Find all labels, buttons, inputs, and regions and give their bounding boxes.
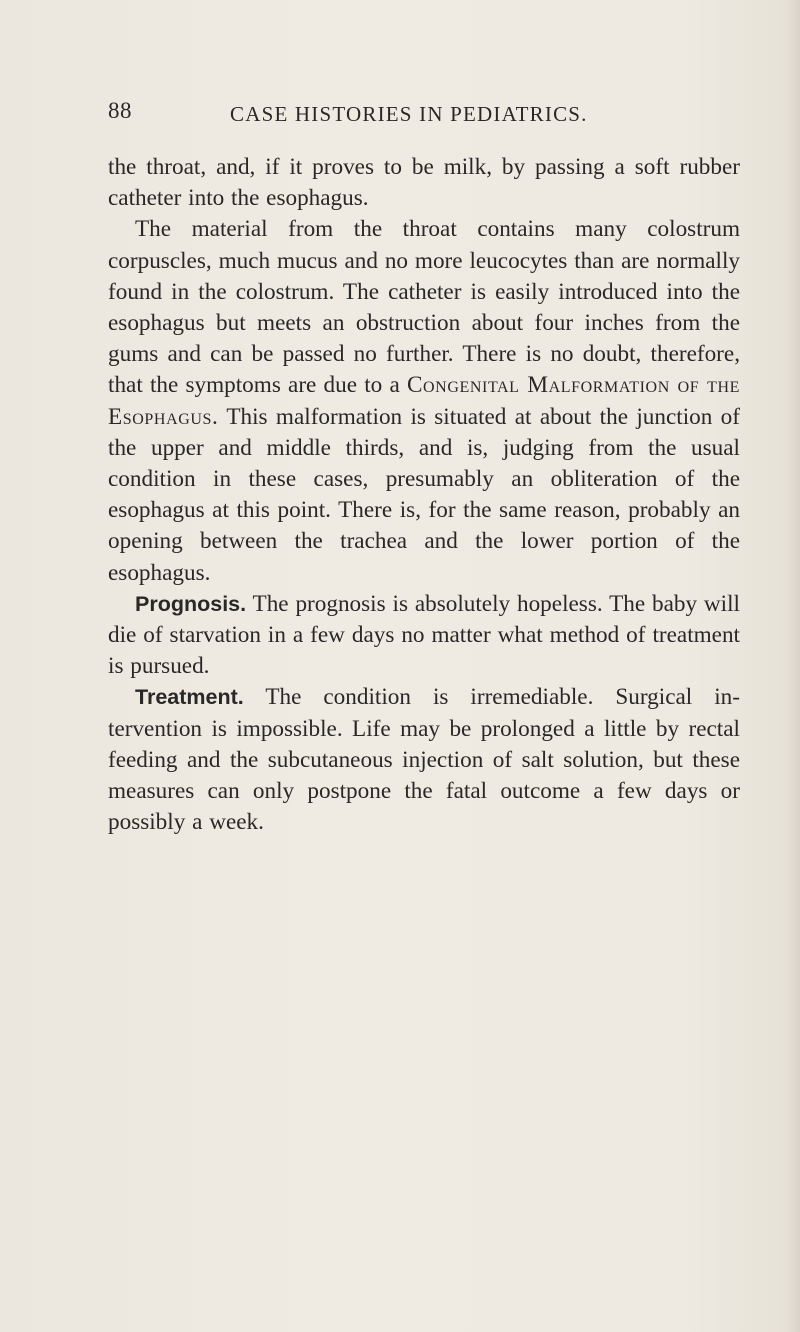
body-text: [108, 152, 740, 838]
running-head: [0, 98, 800, 132]
page-number: 88: [108, 98, 132, 123]
treatment-heading: Treatment.: [135, 685, 244, 710]
diagnosis-text: Congenital Malformation of the Esophagus.: [108, 372, 740, 430]
paragraph-continuation: the throat, and, if it proves to be milk, by passing a soft rubber catheter into the esophagus.: [108, 154, 740, 212]
paragraph-treatment: [108, 682, 740, 838]
findings-text-continued: This malformation is situated at about the junction of the upper and middle thirds, and is, judging from the usual condition in these cases, presumably an obliteration of the esophagus at this point. There is, for the same reason, probably an opening between the trachea and the lower portion of the esophagus.: [108, 403, 740, 586]
paragraph-prognosis: [108, 589, 740, 683]
page-edge-shadow: [786, 0, 800, 1332]
treatment-text: The condition is irremediable. Surgical in- tervention is impossible. Life may be prolonged a little by rectal feeding and the subcutaneous injection of salt solution, but these measures can only postpone the fatal outcome a few days or possibly a week.: [108, 684, 740, 836]
prognosis-heading: Prognosis.: [135, 591, 247, 616]
paragraph-findings: [108, 214, 740, 588]
findings-text: The material from the throat contains many colostrum corpuscles, much mucus and no more leucocytes than are normally found in the colostrum. The catheter is easily introduced into the esophagus but meets an obstruction about four inches from the gums and can be passed no further. There is no doubt, therefore, that the symptoms are due to a: [108, 216, 740, 399]
running-title: CASE HISTORIES IN PEDIATRICS.: [230, 102, 588, 126]
prognosis-text: The prognosis is absolutely hopeless. The baby will die of starvation in a few days no matter what method of treatment is pursued.: [108, 590, 740, 680]
